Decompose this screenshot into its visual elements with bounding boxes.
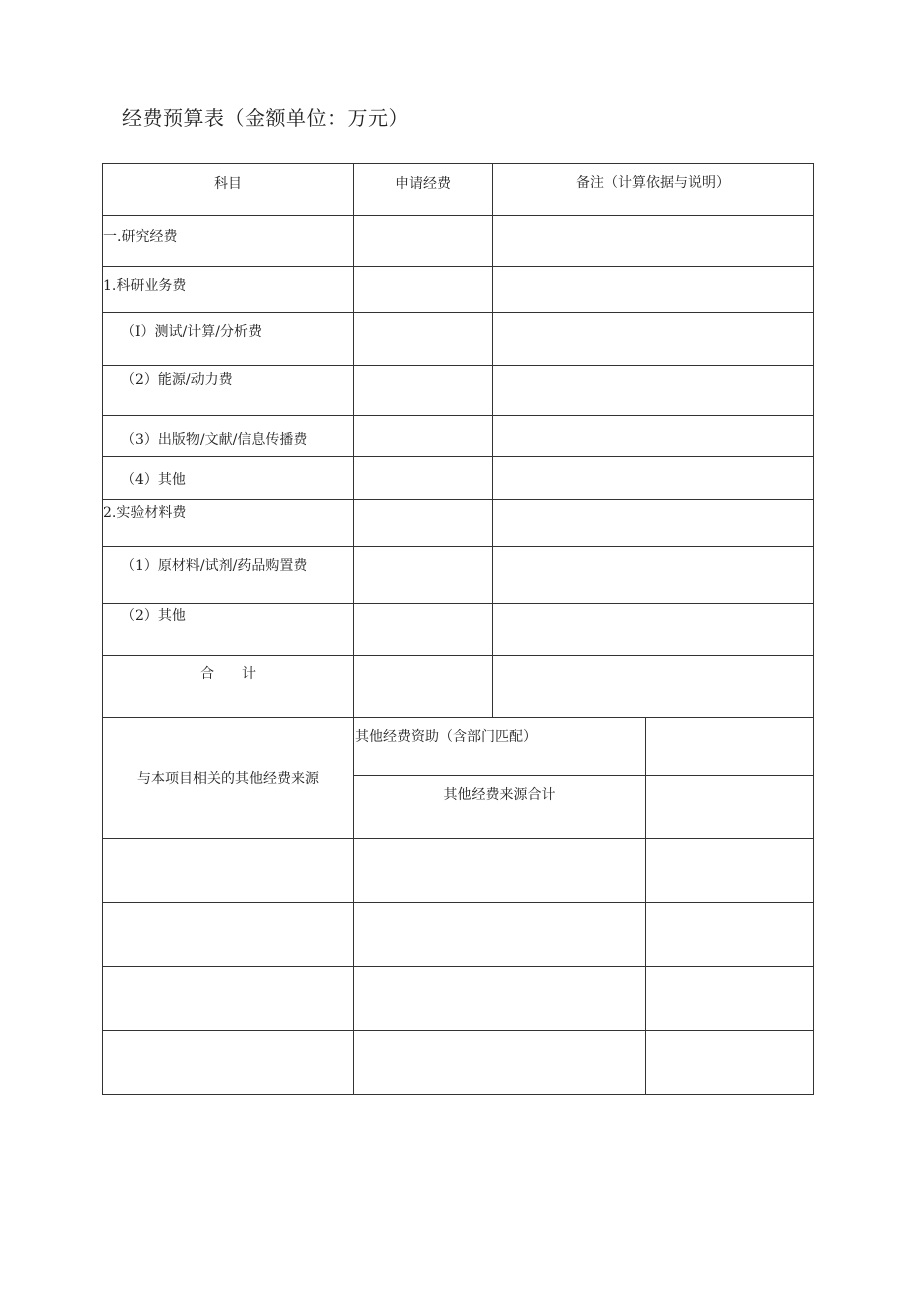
row-label-materials: 2.实验材料费 bbox=[103, 505, 187, 521]
other-funding-support-label: 其他经费资助（含部门匹配） bbox=[355, 729, 537, 745]
table-line bbox=[102, 499, 814, 500]
table-line bbox=[353, 775, 814, 776]
table-line bbox=[102, 902, 814, 903]
table-line bbox=[102, 215, 814, 216]
table-line bbox=[102, 717, 814, 718]
header-remark: 备注（计算依据与说明） bbox=[576, 175, 730, 191]
table-line bbox=[102, 163, 103, 1095]
header-amount: 申请经费 bbox=[395, 176, 451, 192]
table-line bbox=[102, 546, 814, 547]
row-label-other-1: （4）其他 bbox=[121, 472, 186, 488]
page-title: 经费预算表（金额单位：万元） bbox=[122, 106, 409, 130]
table-line bbox=[102, 1030, 814, 1031]
table-line bbox=[102, 655, 814, 656]
other-funding-total-label: 其他经费来源合计 bbox=[443, 787, 556, 803]
table-line bbox=[102, 365, 814, 366]
row-label-publication-fee: （3）出版物/文献/信息传播费 bbox=[121, 432, 308, 448]
table-line bbox=[102, 415, 814, 416]
row-label-research-funds: 一.研究经费 bbox=[103, 229, 178, 245]
table-line bbox=[645, 717, 646, 1095]
table-line bbox=[102, 1094, 814, 1095]
table-line bbox=[102, 163, 814, 164]
table-line bbox=[102, 266, 814, 267]
row-label-energy-fee: （2）能源/动力费 bbox=[121, 372, 233, 388]
table-line bbox=[813, 163, 814, 1095]
table-line bbox=[102, 838, 814, 839]
table-line bbox=[102, 603, 814, 604]
table-line bbox=[353, 163, 354, 1095]
other-funding-label: 与本项目相关的其他经费来源 bbox=[137, 771, 319, 787]
table-line bbox=[102, 456, 814, 457]
table-line bbox=[492, 163, 493, 718]
header-subject: 科目 bbox=[214, 176, 242, 192]
row-label-total: 合 计 bbox=[200, 666, 256, 682]
row-label-raw-materials: （1）原材料/试剂/药品购置费 bbox=[121, 558, 308, 574]
row-label-testing-fee: （I）测试/计算/分析费 bbox=[121, 324, 262, 340]
table-line bbox=[102, 966, 814, 967]
row-label-other-2: （2）其他 bbox=[121, 608, 186, 624]
table-line bbox=[102, 312, 814, 313]
row-label-research-business: 1.科研业务费 bbox=[103, 278, 187, 294]
